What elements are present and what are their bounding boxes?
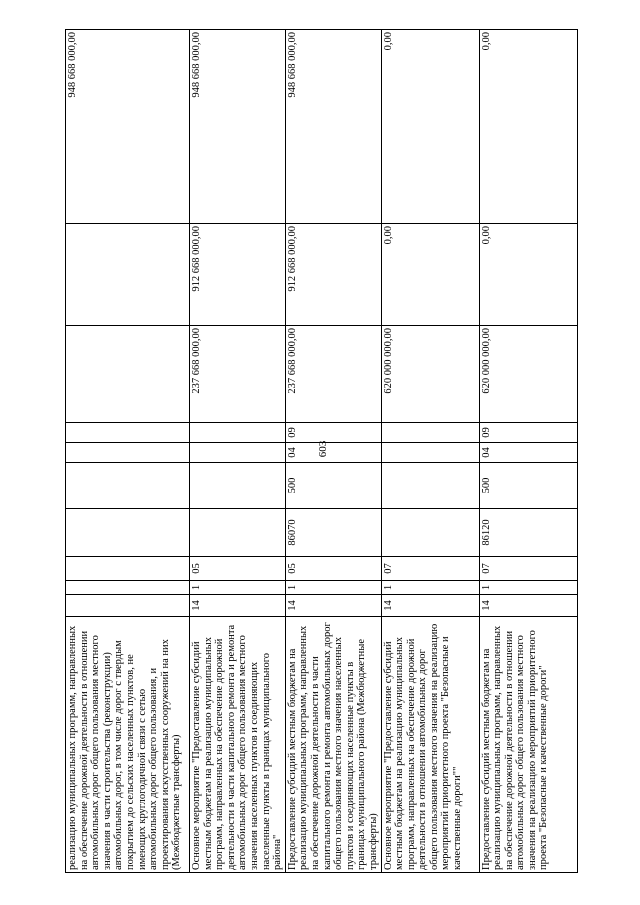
- code-cell: 04: [285, 443, 381, 463]
- table-row: [285, 30, 381, 873]
- code-cell: 14: [285, 595, 381, 617]
- code-cell: 14: [479, 595, 577, 617]
- code-cell: [66, 423, 190, 443]
- code-cell: [66, 509, 190, 557]
- code-cell: [66, 581, 190, 595]
- code-cell: [381, 509, 479, 557]
- page-number: 603: [317, 440, 329, 458]
- code-cell: [190, 509, 286, 557]
- code-cell: [66, 595, 190, 617]
- code-cell: 14: [381, 595, 479, 617]
- code-cell: [66, 557, 190, 581]
- code-cell: [190, 423, 286, 443]
- row-name: Основное мероприятие "Предоставление субсидий местным бюджетам на реализацию муниципальных программ, направленных на обеспечение дорожной деятельности в части капитального ремонта и ремонта автомобильных дорог общего пользования местного значения населенных пунктов и соединяющих населенные пункты в границах муниципального района": [190, 617, 286, 873]
- table-row: [190, 30, 286, 873]
- code-cell: [66, 463, 190, 509]
- code-cell: 14: [190, 595, 286, 617]
- amount-cell: 912 668 000,00: [190, 224, 286, 326]
- table-row: [381, 30, 479, 873]
- code-cell: 07: [479, 557, 577, 581]
- row-name: Предоставление субсидий местным бюджетам на реализацию муниципальных программ, направленных на обеспечение дорожной деятельности в части капитального ремонта и ремонта автомобильных дорог общего пользования местного значения населенных пунктов и соединяющих населенные пункты в границах муниципального района (Межбюджетные трансферты): [285, 617, 381, 873]
- table-row: [479, 30, 577, 873]
- amount-cell: 948 668 000,00: [285, 30, 381, 224]
- amount-cell: 0,00: [381, 224, 479, 326]
- code-cell: [66, 443, 190, 463]
- code-cell: 1: [285, 581, 381, 595]
- code-cell: 1: [190, 581, 286, 595]
- amount-cell: 948 668 000,00: [190, 30, 286, 224]
- budget-table: [65, 29, 578, 873]
- amount-cell: 620 000 000,00: [381, 326, 479, 423]
- code-cell: 1: [381, 581, 479, 595]
- code-cell: 09: [285, 423, 381, 443]
- row-name: реализацию муниципальных программ, направленных на обеспечение дорожной деятельности в отношении автомобильных дорог общего пользования местного значения в части строительства (реконструкции) автомобильных дорог, в том числе дорог с твердым покрытием до сельских населенных пунктов, не имеющих круглогодичной связи с сетью автомобильных дорог общего пользования, и проектирования искусственных сооружений на них (Межбюджетные трансферты): [66, 617, 190, 873]
- row-name: Предоставление субсидий местным бюджетам на реализацию муниципальных программ, направленных на обеспечение дорожной деятельности в отношении автомобильных дорог общего пользования местного значения на реализацию мероприятий приоритетного проекта "Безопасные и качественные дороги": [479, 617, 577, 873]
- amount-cell: 237 668 000,00: [190, 326, 286, 423]
- code-cell: 09: [479, 423, 577, 443]
- amount-cell: 237 668 000,00: [285, 326, 381, 423]
- code-cell: [381, 443, 479, 463]
- code-cell: [381, 463, 479, 509]
- code-cell: 500: [479, 463, 577, 509]
- amount-cell: 0,00: [479, 224, 577, 326]
- amount-cell: 0,00: [479, 30, 577, 224]
- code-cell: 500: [285, 463, 381, 509]
- amount-cell: 0,00: [381, 30, 479, 224]
- code-cell: 04: [479, 443, 577, 463]
- amount-cell: [66, 224, 190, 326]
- code-cell: [190, 443, 286, 463]
- code-cell: [190, 463, 286, 509]
- code-cell: 07: [381, 557, 479, 581]
- code-cell: 86070: [285, 509, 381, 557]
- table-row: [66, 30, 190, 873]
- rotated-table-container: [65, 30, 550, 873]
- rotated-table-region: [65, 30, 550, 873]
- code-cell: 05: [190, 557, 286, 581]
- code-cell: [381, 423, 479, 443]
- amount-cell: 620 000 000,00: [479, 326, 577, 423]
- code-cell: 86120: [479, 509, 577, 557]
- amount-cell: 948 668 000,00: [66, 30, 190, 224]
- amount-cell: [66, 326, 190, 423]
- amount-cell: 912 668 000,00: [285, 224, 381, 326]
- row-name: Основное мероприятие "Предоставление субсидий местным бюджетам на реализацию муниципальных программ, направленных на обеспечение дорожной деятельности в отношении автомобильных дорог общего пользования местного значения на реализацию мероприятий приоритетного проекта "Безопасные и качественные дороги"": [381, 617, 479, 873]
- code-cell: 1: [479, 581, 577, 595]
- code-cell: 05: [285, 557, 381, 581]
